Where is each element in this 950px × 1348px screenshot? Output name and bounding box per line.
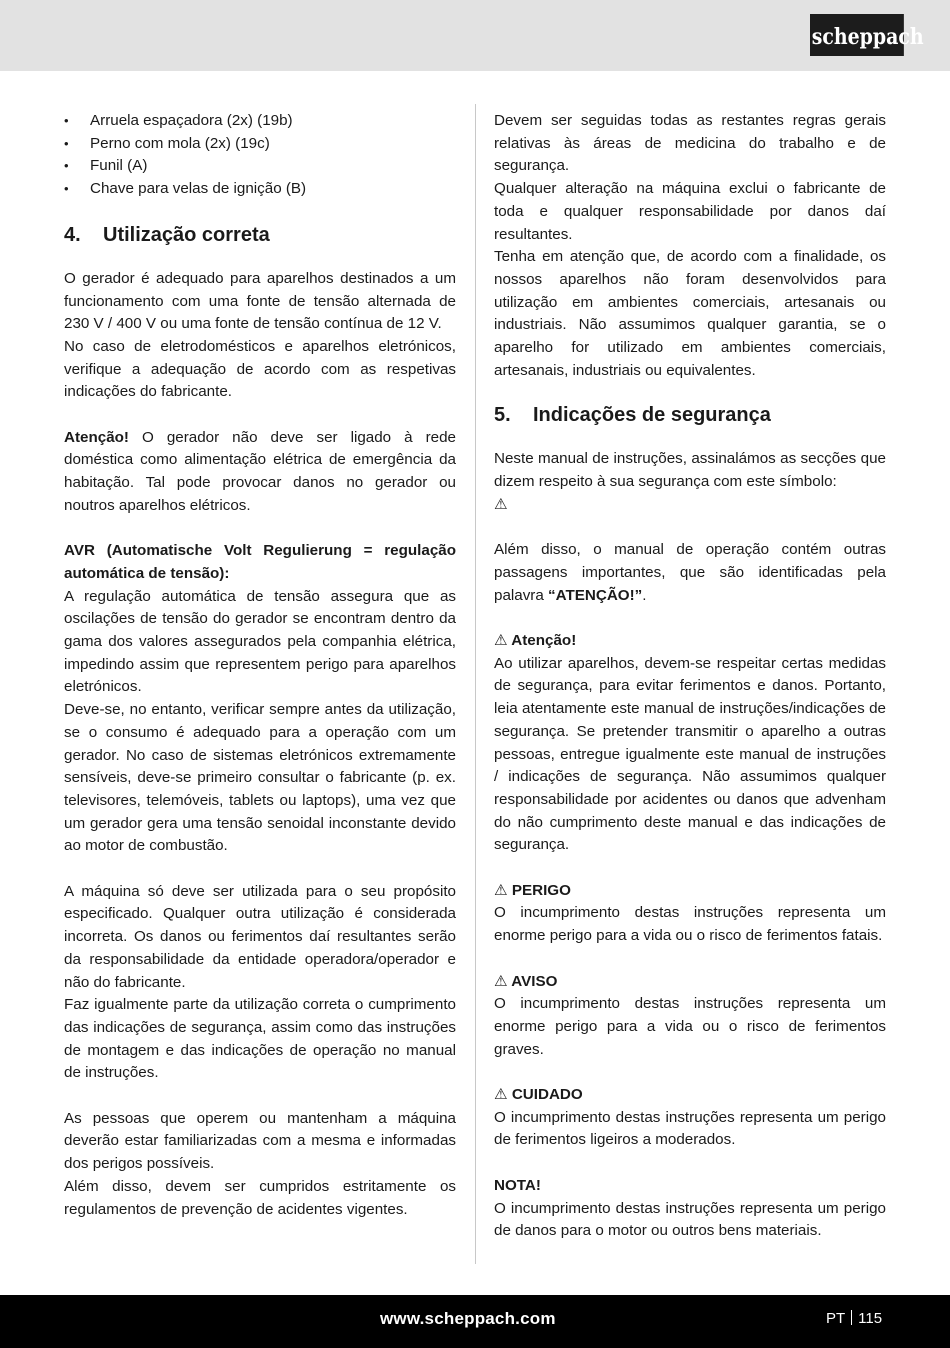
- paragraph: A regulação automática de tensão assegura que as oscilações de tensão do gerador se encontram dentro da gama dos valores assegurados pela companhia elétrica, impedindo assim que representem perigo para aparelhos eletrónicos.: [64, 587, 456, 696]
- paragraph: O incumprimento destas instruções representa um enorme perigo para a vida ou o risco de ferimentos graves.: [494, 995, 886, 1058]
- paragraph: Tenha em atenção que, de acordo com a finalidade, os nossos aparelhos não foram desenvolvidos para utilização em ambientes comerciais, artesanais ou industriais. Não assumimos qualquer garantia, se o aparelho for utilizado em ambientes comerciais, artesanais, industriais ou equivalentes.: [494, 248, 886, 379]
- section-title: Indicações de segurança: [533, 404, 771, 427]
- paragraph: Ao utilizar aparelhos, devem-se respeitar certas medidas de segurança, para evitar ferimentos e danos. Portanto, leia atentamente este manual de instruções/indicações de segurança. Se pretender transmitir o aparelho a outras pessoas, entregue igualmente este manual de instruções / indicações de segurança. Não assumimos qualquer responsabilidade por acidentes ou danos que advenham do não cumprimento deste manual e das indicações de segurança.: [494, 654, 886, 854]
- page-indicator: [826, 1310, 882, 1327]
- text-span: .: [642, 586, 647, 604]
- header-band: [0, 0, 950, 71]
- footer-bar: [0, 1295, 950, 1348]
- list-item: • Arruela espaçadora (2x) (19b): [64, 110, 456, 133]
- paragraph: Neste manual de instruções, assinalámos as secções que dizem respeito à sua segurança com este símbolo:: [494, 450, 886, 491]
- list-item: • Funil (A): [64, 155, 456, 178]
- warning-symbol-icon: ⚠: [494, 495, 508, 513]
- separator: [851, 1310, 852, 1325]
- paragraph: Qualquer alteração na máquina exclui o fabricante de toda e qualquer responsabilidade por danos daí resultantes.: [494, 180, 886, 243]
- warning-label: ⚠ AVISO: [494, 972, 558, 990]
- language-code: PT: [826, 1310, 846, 1327]
- paragraph: [494, 539, 886, 607]
- right-column: [494, 110, 886, 1243]
- list-item: • Perno com mola (2x) (19c): [64, 133, 456, 156]
- left-column: [64, 110, 456, 1221]
- list-item: • Chave para velas de ignição (B): [64, 178, 456, 201]
- paragraph: Deve-se, no entanto, verificar sempre antes da utilização, se o consumo é adequado para a operação com um gerador. No caso de sistemas eletrónicos extremamente sensíveis, deve-se primeiro consultar o fabricante (p. ex. televisores, telemóveis, tablets ou laptops), uma vez que um gerador gera uma tensão senoidal inconstante devido ao motor de combustão.: [64, 701, 456, 855]
- section-title: Utilização correta: [103, 223, 270, 246]
- paragraph: Faz igualmente parte da utilização correta o cumprimento das indicações de segurança, assim como das instruções de montagem e das indicações de operação no manual de instruções.: [64, 996, 456, 1082]
- attention-label: Atenção!: [64, 428, 129, 446]
- attention-text: O gerador não deve ser ligado à rede doméstica como alimentação elétrica de emergência da habitação. Tal pode provocar danos no gerador ou noutros aparelhos elétricos.: [64, 428, 456, 514]
- attention-label: ⚠ Atenção!: [494, 632, 577, 650]
- note-label: NOTA!: [494, 1176, 541, 1194]
- section-4-heading: [64, 222, 456, 248]
- parts-list: [64, 110, 456, 201]
- avr-title: AVR (Automatische Volt Regulierung = regulação automática de tensão):: [64, 542, 456, 582]
- paragraph: Devem ser seguidas todas as restantes regras gerais relativas às áreas de medicina do trabalho e de segurança.: [494, 112, 886, 175]
- attention-paragraph: [64, 427, 456, 518]
- scheppach-logo: scheppach: [810, 14, 904, 56]
- section-5-heading: [494, 402, 886, 428]
- paragraph: O incumprimento destas instruções representa um perigo de ferimentos ligeiros a moderados.: [494, 1108, 886, 1149]
- column-divider: [475, 104, 476, 1264]
- paragraph: No caso de eletrodomésticos e aparelhos eletrónicos, verifique a adequação de acordo com as respetivas indicações do fabricante.: [64, 337, 456, 401]
- attention-keyword: “ATENÇÃO!”: [548, 586, 643, 604]
- paragraph: A máquina só deve ser utilizada para o seu propósito especificado. Qualquer outra utilização é considerada incorreta. Os danos ou ferimentos daí resultantes serão da responsabilidade da entidade operadora/operador e não do fabricante.: [64, 882, 456, 991]
- text-span: Além disso, o manual de operação contém outras passagens importantes, que são identificadas pela palavra: [494, 541, 886, 604]
- section-number: 5.: [494, 404, 511, 427]
- paragraph: O gerador é adequado para aparelhos destinados a um funcionamento com uma fonte de tensão alternada de 230 V / 400 V ou uma fonte de tensão contínua de 12 V.: [64, 269, 456, 333]
- website-link[interactable]: www.scheppach.com: [380, 1309, 556, 1328]
- paragraph: O incumprimento destas instruções representa um enorme perigo para a vida ou o risco de ferimentos fatais.: [494, 904, 886, 945]
- page-number: 115: [858, 1310, 883, 1327]
- paragraph: O incumprimento destas instruções representa um perigo de danos para o motor ou outros bens materiais.: [494, 1199, 886, 1240]
- danger-label: ⚠ PERIGO: [494, 881, 571, 899]
- paragraph: Além disso, devem ser cumpridos estritamente os regulamentos de prevenção de acidentes vigentes.: [64, 1177, 456, 1218]
- caution-label: ⚠ CUIDADO: [494, 1086, 583, 1104]
- paragraph: As pessoas que operem ou mantenham a máquina deverão estar familiarizadas com a mesma e informadas dos perigos possíveis.: [64, 1109, 456, 1173]
- section-number: 4.: [64, 223, 81, 246]
